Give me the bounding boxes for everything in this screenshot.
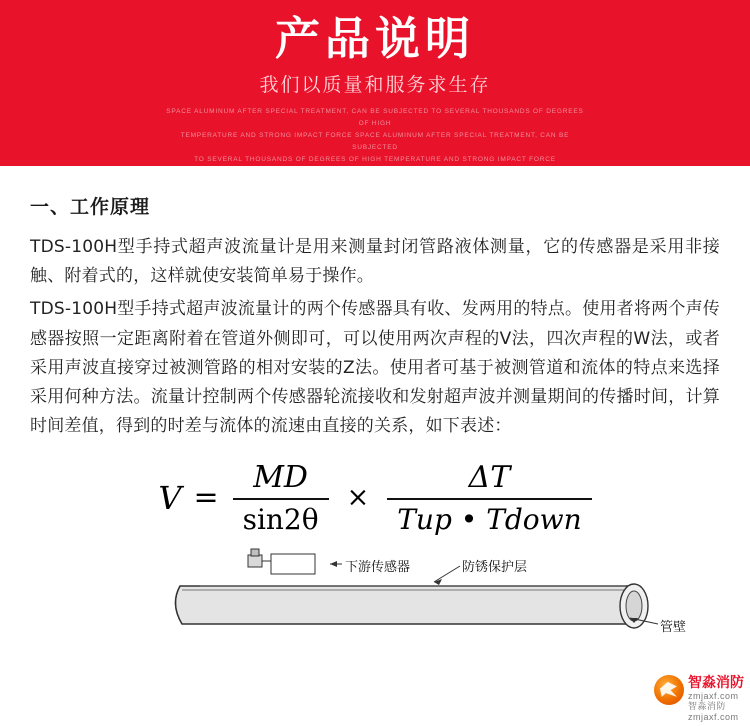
formula-right-fraction xyxy=(387,460,591,536)
banner-content xyxy=(0,0,750,166)
formula-lhs: V xyxy=(158,478,182,517)
banner-english-line-1: SPACE ALUMINUM AFTER SPECIAL TREATMENT, CAN BE SUBJECTED TO SEVERAL THOUSANDS OF DEGREES OF HIGH xyxy=(166,107,584,127)
formula-tdown: Tdown xyxy=(486,502,582,536)
sensor-label-box-icon xyxy=(271,554,315,574)
label-anti-rust-layer: 防锈保护层 xyxy=(462,559,528,575)
formula-left-fraction xyxy=(233,460,329,536)
label-pipe-wall: 管壁 xyxy=(660,619,687,635)
document-content xyxy=(0,166,750,635)
pipe-body-icon xyxy=(175,586,636,624)
watermark xyxy=(654,675,744,722)
banner-subtitle: 我们以质量和服务求生存 xyxy=(259,73,491,96)
formula-dot: • xyxy=(460,502,478,536)
watermark-domain-1: zmjaxf.com xyxy=(688,690,739,701)
watermark-text xyxy=(688,675,744,722)
formula-left-numerator: MD xyxy=(253,459,308,495)
formula-tup: Tup xyxy=(397,502,452,536)
paragraph-1: TDS-100H型手持式超声波流量计是用来测量封闭管路液体测量，它的传感器是采用非接触、附着式的，这样就使安装简单易于操作。 xyxy=(30,237,720,287)
banner-title: 产品说明 xyxy=(274,12,475,65)
velocity-formula xyxy=(30,460,720,536)
formula-left-denominator: sin2θ xyxy=(242,502,319,536)
pipe-diagram xyxy=(30,546,750,635)
sensor-body-icon xyxy=(248,555,262,567)
flame-logo-icon xyxy=(654,675,684,705)
section-heading: 一、工作原理 xyxy=(30,196,151,218)
paragraph-2: TDS-100H型手持式超声波流量计的两个传感器具有收、发两用的特点。使用者将两个声传感器按照一定距离附着在管道外侧即可，可以使用两次声程的V法，四次声程的W法，或者采用声波直接穿过被测管路的相对安装的Z法。使用者可基于被测管道和流体的特点来选择采用何种方法。流量计控制两个传感器轮流接收和发射超声波并测量期间的传播时间，计算时间差值，得到的时差与流体的流速由直接的关系，如下表述： xyxy=(30,299,720,437)
pipe-inner-icon xyxy=(626,591,642,621)
banner-english-line-3: TO SEVERAL THOUSANDS OF DEGREES OF HIGH TEMPERATURE AND STRONG IMPACT FORCE xyxy=(194,155,556,163)
watermark-brand: 智淼消防 xyxy=(688,674,744,691)
watermark-domain-2: 智淼消防 xyxy=(688,701,727,712)
formula-equals: = xyxy=(193,480,219,516)
label-downstream-sensor: 下游传感器 xyxy=(345,559,411,575)
watermark-domain-3: zmjaxf.com xyxy=(688,711,739,722)
formula-multiply-operator: × xyxy=(346,482,370,514)
page-banner xyxy=(0,0,750,166)
banner-english-line-2: TEMPERATURE AND STRONG IMPACT FORCE SPACE ALUMINUM AFTER SPECIAL TREATMENT, CAN BE SUBJECTED xyxy=(180,131,570,151)
sensor-cap-icon xyxy=(251,549,259,556)
formula-right-denominator xyxy=(387,500,591,536)
formula-right-numerator: ΔT xyxy=(468,459,511,495)
banner-english-text xyxy=(165,106,585,166)
